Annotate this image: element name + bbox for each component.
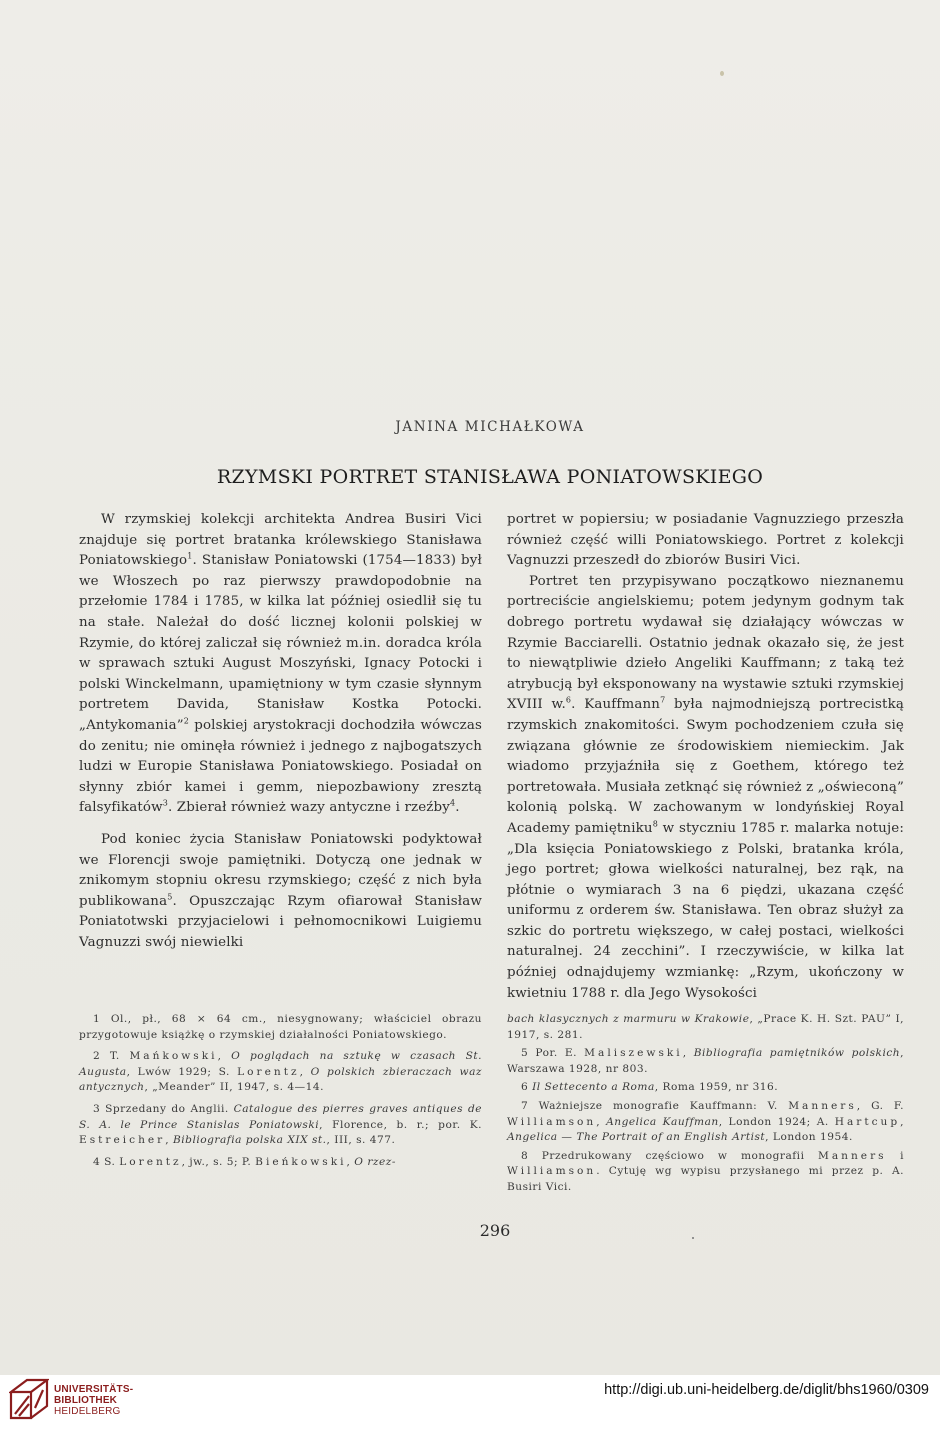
- footnote-7: [507, 1099, 904, 1146]
- left-paragraph-1: [79, 510, 482, 819]
- footnote-3: [79, 1102, 482, 1149]
- library-name-line: HEIDELBERG: [54, 1406, 121, 1417]
- text-run: w styczniu 1785 r. malarka notuje: „Dla księcia Poniatowskiego z Polski, bratanka króla, jego portret; głowa wielkości naturalnej, bez rąk, na płótnie o wymiarach 3 na 6 piędzi, ukazana część uniformu z orderem św. Stanisława. Ten obraz służył za szkic do portretu większego, w całej postaci, wielkości naturalnej. 24 zecchini”. I rzeczywiście, w kilka lat później odnajdujemy wzmiankę: „Rzym, ukończony w kwietniu 1788 r. dla Jego Wysokości: [507, 820, 904, 1001]
- footnote-ref-2[interactable]: 2: [183, 716, 189, 726]
- text-run: .: [455, 800, 460, 816]
- footnote-text: ,: [165, 1134, 173, 1147]
- footnote-ref-5[interactable]: 5: [167, 892, 173, 902]
- library-name-line: UNIVERSITÄTS-: [54, 1384, 134, 1395]
- footnote-2: [79, 1049, 482, 1096]
- footnote-text: 3 Sprzedany do Anglii.: [93, 1102, 234, 1115]
- footnote-text: 4 S.: [93, 1155, 120, 1168]
- footnote-text: , III, s. 477.: [326, 1134, 396, 1147]
- right-paragraph-1: portret w popiersiu; w posiadanie Vagnuzziego przeszła również część willi Poniatowskiego. Portret z kolekcji Vagnuzzi przeszedł do zbiorów Busiri Vici.: [507, 512, 904, 569]
- right-paragraph-2: [507, 572, 904, 1004]
- library-logo-icon[interactable]: [9, 1378, 49, 1420]
- work-title: bach klasycznych z marmuru w Krakowie: [507, 1013, 750, 1025]
- footnote-4: [79, 1155, 482, 1171]
- spaced-surname: Williamson: [507, 1165, 597, 1178]
- footnote-text: ,: [299, 1065, 311, 1078]
- print-dot: [692, 1237, 694, 1239]
- text-run: była najmodniejszą portrecistką rzymskich znakomitości. Swym pochodzeniem czuła się związana głównie ze środowiskiem niemieckim. Jak wiadomo przyjaźniła się z Goethem, którego też portretowała. Musiała zetknąć się również z „oświeconą” kolonią polską. W zachowanym w londyńskiej Royal Academy pamiętniku: [507, 697, 904, 836]
- footnote-text: , Lwów 1929; S.: [126, 1065, 238, 1078]
- text-run: . Opuszczając Rzym ofiarował Stanisław Poniatotwski przyjacielowi i pełnomocnikowi Luigiemu Vagnuzzi swój niewielki: [79, 893, 482, 950]
- work-title: O polskich zbieraczach waz antycznych: [79, 1065, 482, 1094]
- footnote-ref-7[interactable]: 7: [660, 695, 666, 705]
- footnote-ref-6[interactable]: 6: [565, 695, 572, 705]
- text-run: . Stanisław Poniatowski (1754—1833) był we Włoszech po raz pierwszy prawdopodobnie na przełomie 1784 i 1785, w kilka lat później osiedlił się tu na stałe. Należał do dość licznej kolonii polskiej w Rzymie, do której zaliczał się również m.in. doradca króla w sprawach sztuki August Moszyński, Ignacy Potocki i polski Winckelmann, upamiętniony w tym czasie słynnym portretem Davida, Stanisław Kostka Potocki. „Antykomania”: [79, 553, 482, 733]
- text-run: polskiej arystokracji dochodziła wówczas do zenitu; nie ominęła również i jednego z najbogatszych ludzi w Europie Stanisława Poniatowskiego. Posiadał on słynny zbiór kamei i gemm, niepozbawiony zresztą falsyfikatów: [79, 717, 482, 816]
- footnotes-left: [79, 1012, 482, 1176]
- spaced-surname: Mańkowski: [129, 1050, 218, 1063]
- spaced-surname: Bieńkowski: [255, 1155, 347, 1168]
- library-name-line: BIBLIOTHEK: [54, 1395, 118, 1406]
- article-title: RZYMSKI PORTRET STANISŁAWA PONIATOWSKIEGO: [216, 466, 764, 488]
- footnote-text: ,: [596, 1115, 607, 1128]
- work-title: Il Settecento a Roma: [532, 1081, 655, 1094]
- work-title: Angelica Kauffman: [606, 1115, 719, 1128]
- footnotes-right: [507, 1012, 904, 1199]
- footnote-ref-1[interactable]: 1: [187, 551, 193, 561]
- work-title: O rzez-: [354, 1155, 396, 1168]
- left-paragraph-2: [79, 830, 482, 954]
- footnote-text: , G. F.: [856, 1099, 904, 1112]
- spaced-surname: Manners: [788, 1099, 857, 1112]
- footnote-text: 1 Ol., pł., 68 × 64 cm., niesygnowany; właściciel obrazu przygotowuje książkę o rzymskiej działalności Poniatowskiego.: [79, 1013, 482, 1041]
- text-run: . Kauffmann: [571, 697, 661, 713]
- footnote-text: , „Prace K. H. Szt. PAU” I, 1917, s. 281.: [507, 1013, 904, 1041]
- spaced-surname: Manners: [817, 1149, 887, 1162]
- footnote-text: , „Meander” II, 1947, s. 4—14.: [144, 1081, 324, 1094]
- spaced-surname: Lorentz: [237, 1065, 300, 1078]
- page-number: 296: [479, 1221, 511, 1240]
- footnote-1: [79, 1012, 482, 1043]
- footnote-5: [507, 1046, 904, 1077]
- footnote-ref-8[interactable]: 8: [652, 819, 658, 829]
- footnote-text: 2 T.: [93, 1050, 130, 1063]
- work-title: Angelica — The Portrait of an English Artist: [507, 1131, 766, 1144]
- right-text-column: [507, 510, 904, 1004]
- footnote-text: 8 Przedrukowany częściowo w monografii: [521, 1149, 818, 1162]
- footnote-text: , Roma 1959, nr 316.: [654, 1081, 779, 1094]
- footnote-text: , Warszawa 1928, nr 803.: [507, 1047, 904, 1075]
- footnote-4-continued: [507, 1012, 904, 1043]
- text-run: . Zbierał również wazy antyczne i rzeźby: [167, 800, 450, 816]
- footnote-text: 5 Por. E.: [521, 1047, 585, 1060]
- digital-copy-url[interactable]: http://digi.ub.uni-heidelberg.de/diglit/bhs1960/0309: [604, 1382, 929, 1398]
- footnote-8: [507, 1149, 904, 1196]
- text-run: Portret ten przypisywano początkowo nieznanemu portreciście angielskiemu; potem jedynym godnym tak dobrego portretu wydawał się działający wówczas w Rzymie Bacciarelli. Ostatnio jednak okazało się, że jest to niewątpliwie dzieło Angeliki Kauffmann; z taką też atrybucją był eksponowany na wystawie sztuki rzymskiej XVIII w.: [507, 573, 904, 713]
- paper-speck: [720, 71, 724, 76]
- spaced-surname: Maliszewski: [584, 1047, 683, 1060]
- article-author: JANINA MICHAŁKOWA: [395, 419, 585, 435]
- footnote-text: ,: [346, 1155, 355, 1168]
- spaced-surname: Estreicher: [79, 1134, 166, 1147]
- footnote-text: , jw., s. 5; P.: [181, 1155, 256, 1168]
- text-run: W rzymskiej kolekcji architekta Andrea Busiri Vici znajduje się portret bratanka królewskiego Stanisława Poniatowskiego: [79, 512, 482, 569]
- work-title: Catalogue des pierres graves antiques de S. A. le Prince Stanislas Poniatowski: [79, 1102, 483, 1131]
- left-text-column: [79, 510, 482, 953]
- footnote-text: , Florence, b. r.; por. K.: [319, 1118, 482, 1131]
- footnote-text: 7 Ważniejsze monografie Kauffmann: V.: [521, 1099, 789, 1112]
- spaced-surname: Lorentz: [119, 1155, 182, 1168]
- footnote-text: ,: [217, 1050, 232, 1063]
- work-title: O poglądach na sztukę w czasach St. Augusta: [79, 1050, 482, 1078]
- text-run: Pod koniec życia Stanisław Poniatowski podyktował we Florencji swoje pamiętniki. Dotyczą one jednak w znikomym stopniu okresu rzymskiego; część z nich była publikowana: [79, 831, 482, 909]
- footnote-ref-4[interactable]: 4: [449, 798, 456, 808]
- footnote-ref-3[interactable]: 3: [162, 798, 168, 808]
- footnote-text: i: [886, 1149, 904, 1162]
- footnote-text: , London 1954.: [765, 1131, 853, 1144]
- footnote-6: [507, 1080, 904, 1096]
- spaced-surname: Hartcup: [834, 1115, 901, 1128]
- spaced-surname: Williamson: [507, 1115, 597, 1128]
- footnote-text: , London 1924; A.: [718, 1115, 835, 1128]
- footnote-text: 6: [521, 1081, 533, 1094]
- work-title: Bibliografia polska XIX st.: [173, 1134, 327, 1147]
- footnote-text: ,: [900, 1115, 904, 1128]
- footnote-text: ,: [682, 1047, 694, 1060]
- library-name[interactable]: [54, 1384, 133, 1417]
- footnote-text: . Cytuję wg wypisu przysłanego mi przez p. A. Busiri Vici.: [507, 1165, 904, 1193]
- work-title: Bibliografia pamiętników polskich: [693, 1047, 901, 1060]
